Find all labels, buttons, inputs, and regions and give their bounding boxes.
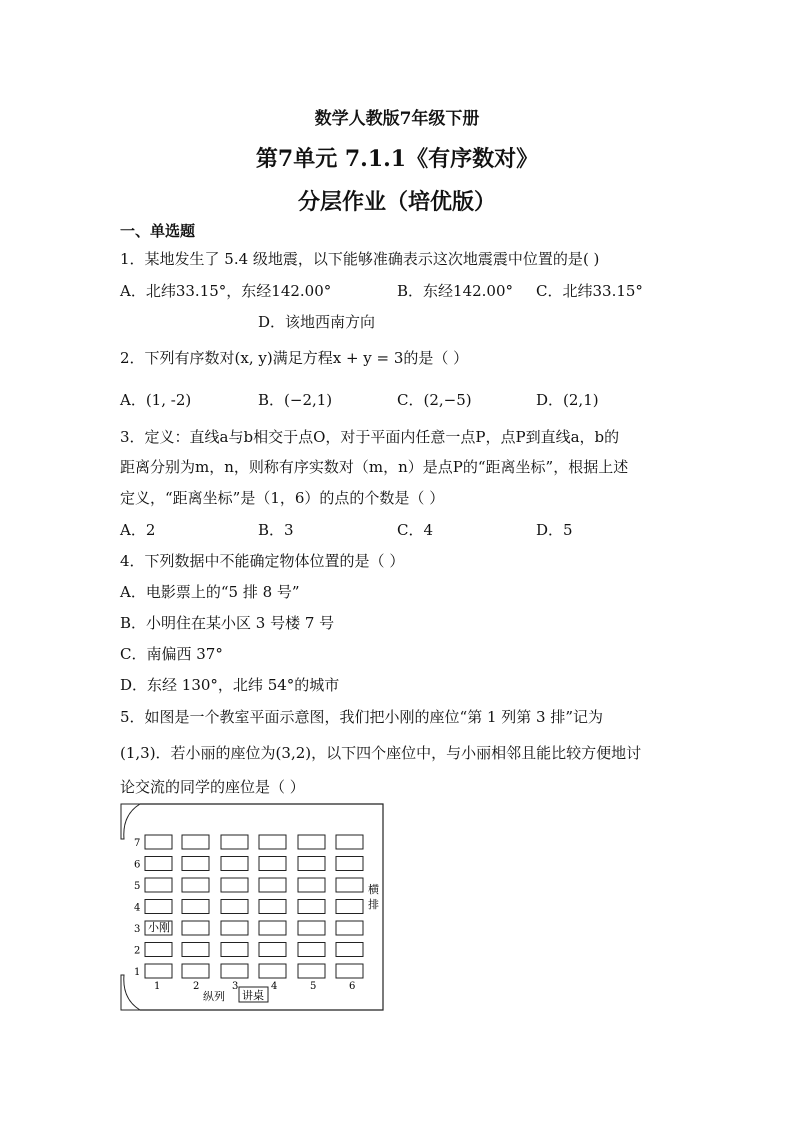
section-heading: 一、单选题 xyxy=(120,222,196,240)
desk xyxy=(259,964,286,978)
q4-option-c: C．南偏西 37° xyxy=(120,645,223,663)
q1-stem: 1．某地发生了 5.4 级地震，以下能够准确表示这次地震震中位置的是( ) xyxy=(120,250,600,268)
desk xyxy=(336,835,363,849)
desk xyxy=(221,900,248,914)
desk xyxy=(221,943,248,957)
column-label: 1 xyxy=(154,981,161,992)
desk xyxy=(298,857,325,871)
q1-option-d: D．该地西南方向 xyxy=(258,313,376,331)
doc-title-unit: 第7单元 7.1.1《有序数对》 xyxy=(255,146,539,172)
desk xyxy=(259,921,286,935)
desk xyxy=(298,900,325,914)
desk xyxy=(145,943,172,957)
desk xyxy=(336,857,363,871)
desk xyxy=(182,943,209,957)
row-label: 1 xyxy=(134,967,141,978)
desk xyxy=(145,878,172,892)
desk xyxy=(182,900,209,914)
desk xyxy=(221,921,248,935)
desk xyxy=(336,943,363,957)
desk xyxy=(336,878,363,892)
q3-line-3: 定义，“距离坐标”是（1，6）的点的个数是（ ） xyxy=(120,489,445,507)
classroom-svg xyxy=(120,803,384,1011)
q5-line-2: (1,3)．若小丽的座位为(3,2)，以下四个座位中，与小丽相邻且能比较方便地讨 xyxy=(120,744,642,762)
q3-option-a: A．2 xyxy=(120,521,156,539)
row-label: 3 xyxy=(134,924,141,935)
q2-stem: 2．下列有序数对(x, y)满足方程x + y = 3的是（ ） xyxy=(120,349,469,367)
xiaogang-label: 小刚 xyxy=(148,921,170,934)
desk xyxy=(259,878,286,892)
q4-option-a: A．电影票上的“5 排 8 号” xyxy=(120,583,300,601)
row-label: 6 xyxy=(134,859,141,871)
desk xyxy=(298,964,325,978)
desk xyxy=(221,964,248,978)
desk xyxy=(259,857,286,871)
desk xyxy=(298,943,325,957)
desk xyxy=(145,964,172,978)
desk xyxy=(336,921,363,935)
desk xyxy=(145,900,172,914)
desk xyxy=(221,878,248,892)
column-label: 5 xyxy=(310,981,317,992)
desk xyxy=(182,857,209,871)
q4-option-d: D．东经 130°，北纬 54°的城市 xyxy=(120,676,340,694)
teacher-desk-label: 讲桌 xyxy=(242,989,264,1002)
desk xyxy=(298,835,325,849)
column-label: 4 xyxy=(271,981,278,992)
desk xyxy=(221,857,248,871)
q1-option-b: B．东经142.00° xyxy=(397,282,514,300)
desk xyxy=(145,857,172,871)
desk xyxy=(182,878,209,892)
q4-stem: 4．下列数据中不能确定物体位置的是（ ） xyxy=(120,552,405,570)
row-axis-label-2: 排 xyxy=(368,898,379,911)
door-top-arc xyxy=(121,804,140,839)
desk xyxy=(221,835,248,849)
q2-option-b: B．(−2,1) xyxy=(258,391,333,409)
desk xyxy=(336,900,363,914)
q2-option-c: C．(2,−5) xyxy=(397,391,472,409)
q1-option-c: C．北纬33.15° xyxy=(536,282,643,300)
desk xyxy=(182,835,209,849)
desk xyxy=(145,835,172,849)
classroom-diagram xyxy=(120,803,384,1011)
q3-option-b: B．3 xyxy=(258,521,294,539)
door-bottom-arc xyxy=(121,975,140,1010)
q3-option-d: D．5 xyxy=(536,521,573,539)
desk xyxy=(298,921,325,935)
doc-title-grade: 数学人教版7年级下册 xyxy=(314,109,480,129)
q1-option-a: A．北纬33.15°，东经142.00° xyxy=(120,282,332,300)
row-label: 2 xyxy=(134,945,141,957)
q2-option-d: D．(2,1) xyxy=(536,391,599,409)
desk xyxy=(259,835,286,849)
column-axis-label: 纵列 xyxy=(203,990,225,1003)
q2-option-a: A．(1, -2) xyxy=(120,391,192,409)
desk xyxy=(259,943,286,957)
doc-title-type: 分层作业（培优版） xyxy=(297,189,496,215)
q3-line-1: 3．定义：直线a与b相交于点O，对于平面内任意一点P，点P到直线a，b的 xyxy=(120,428,620,446)
row-label: 5 xyxy=(134,881,141,892)
q4-option-b: B．小明住在某小区 3 号楼 7 号 xyxy=(120,614,335,632)
column-label: 3 xyxy=(232,981,239,992)
desk xyxy=(259,900,286,914)
desk xyxy=(182,921,209,935)
q3-line-2: 距离分别为m，n，则称有序实数对（m，n）是点P的“距离坐标”，根据上述 xyxy=(120,458,629,476)
desk xyxy=(336,964,363,978)
desk xyxy=(298,878,325,892)
column-label: 2 xyxy=(193,981,200,992)
row-axis-label-1: 横 xyxy=(368,883,379,896)
q5-line-3: 论交流的同学的座位是（ ） xyxy=(120,778,305,796)
row-labels xyxy=(134,838,140,978)
q3-option-c: C．4 xyxy=(397,521,434,539)
desk-grid xyxy=(145,835,363,978)
desk xyxy=(182,964,209,978)
row-label: 4 xyxy=(134,902,141,914)
row-label: 7 xyxy=(134,838,141,849)
q5-line-1: 5．如图是一个教室平面示意图，我们把小刚的座位“第 1 列第 3 排”记为 xyxy=(120,708,604,726)
column-label: 6 xyxy=(349,981,356,992)
